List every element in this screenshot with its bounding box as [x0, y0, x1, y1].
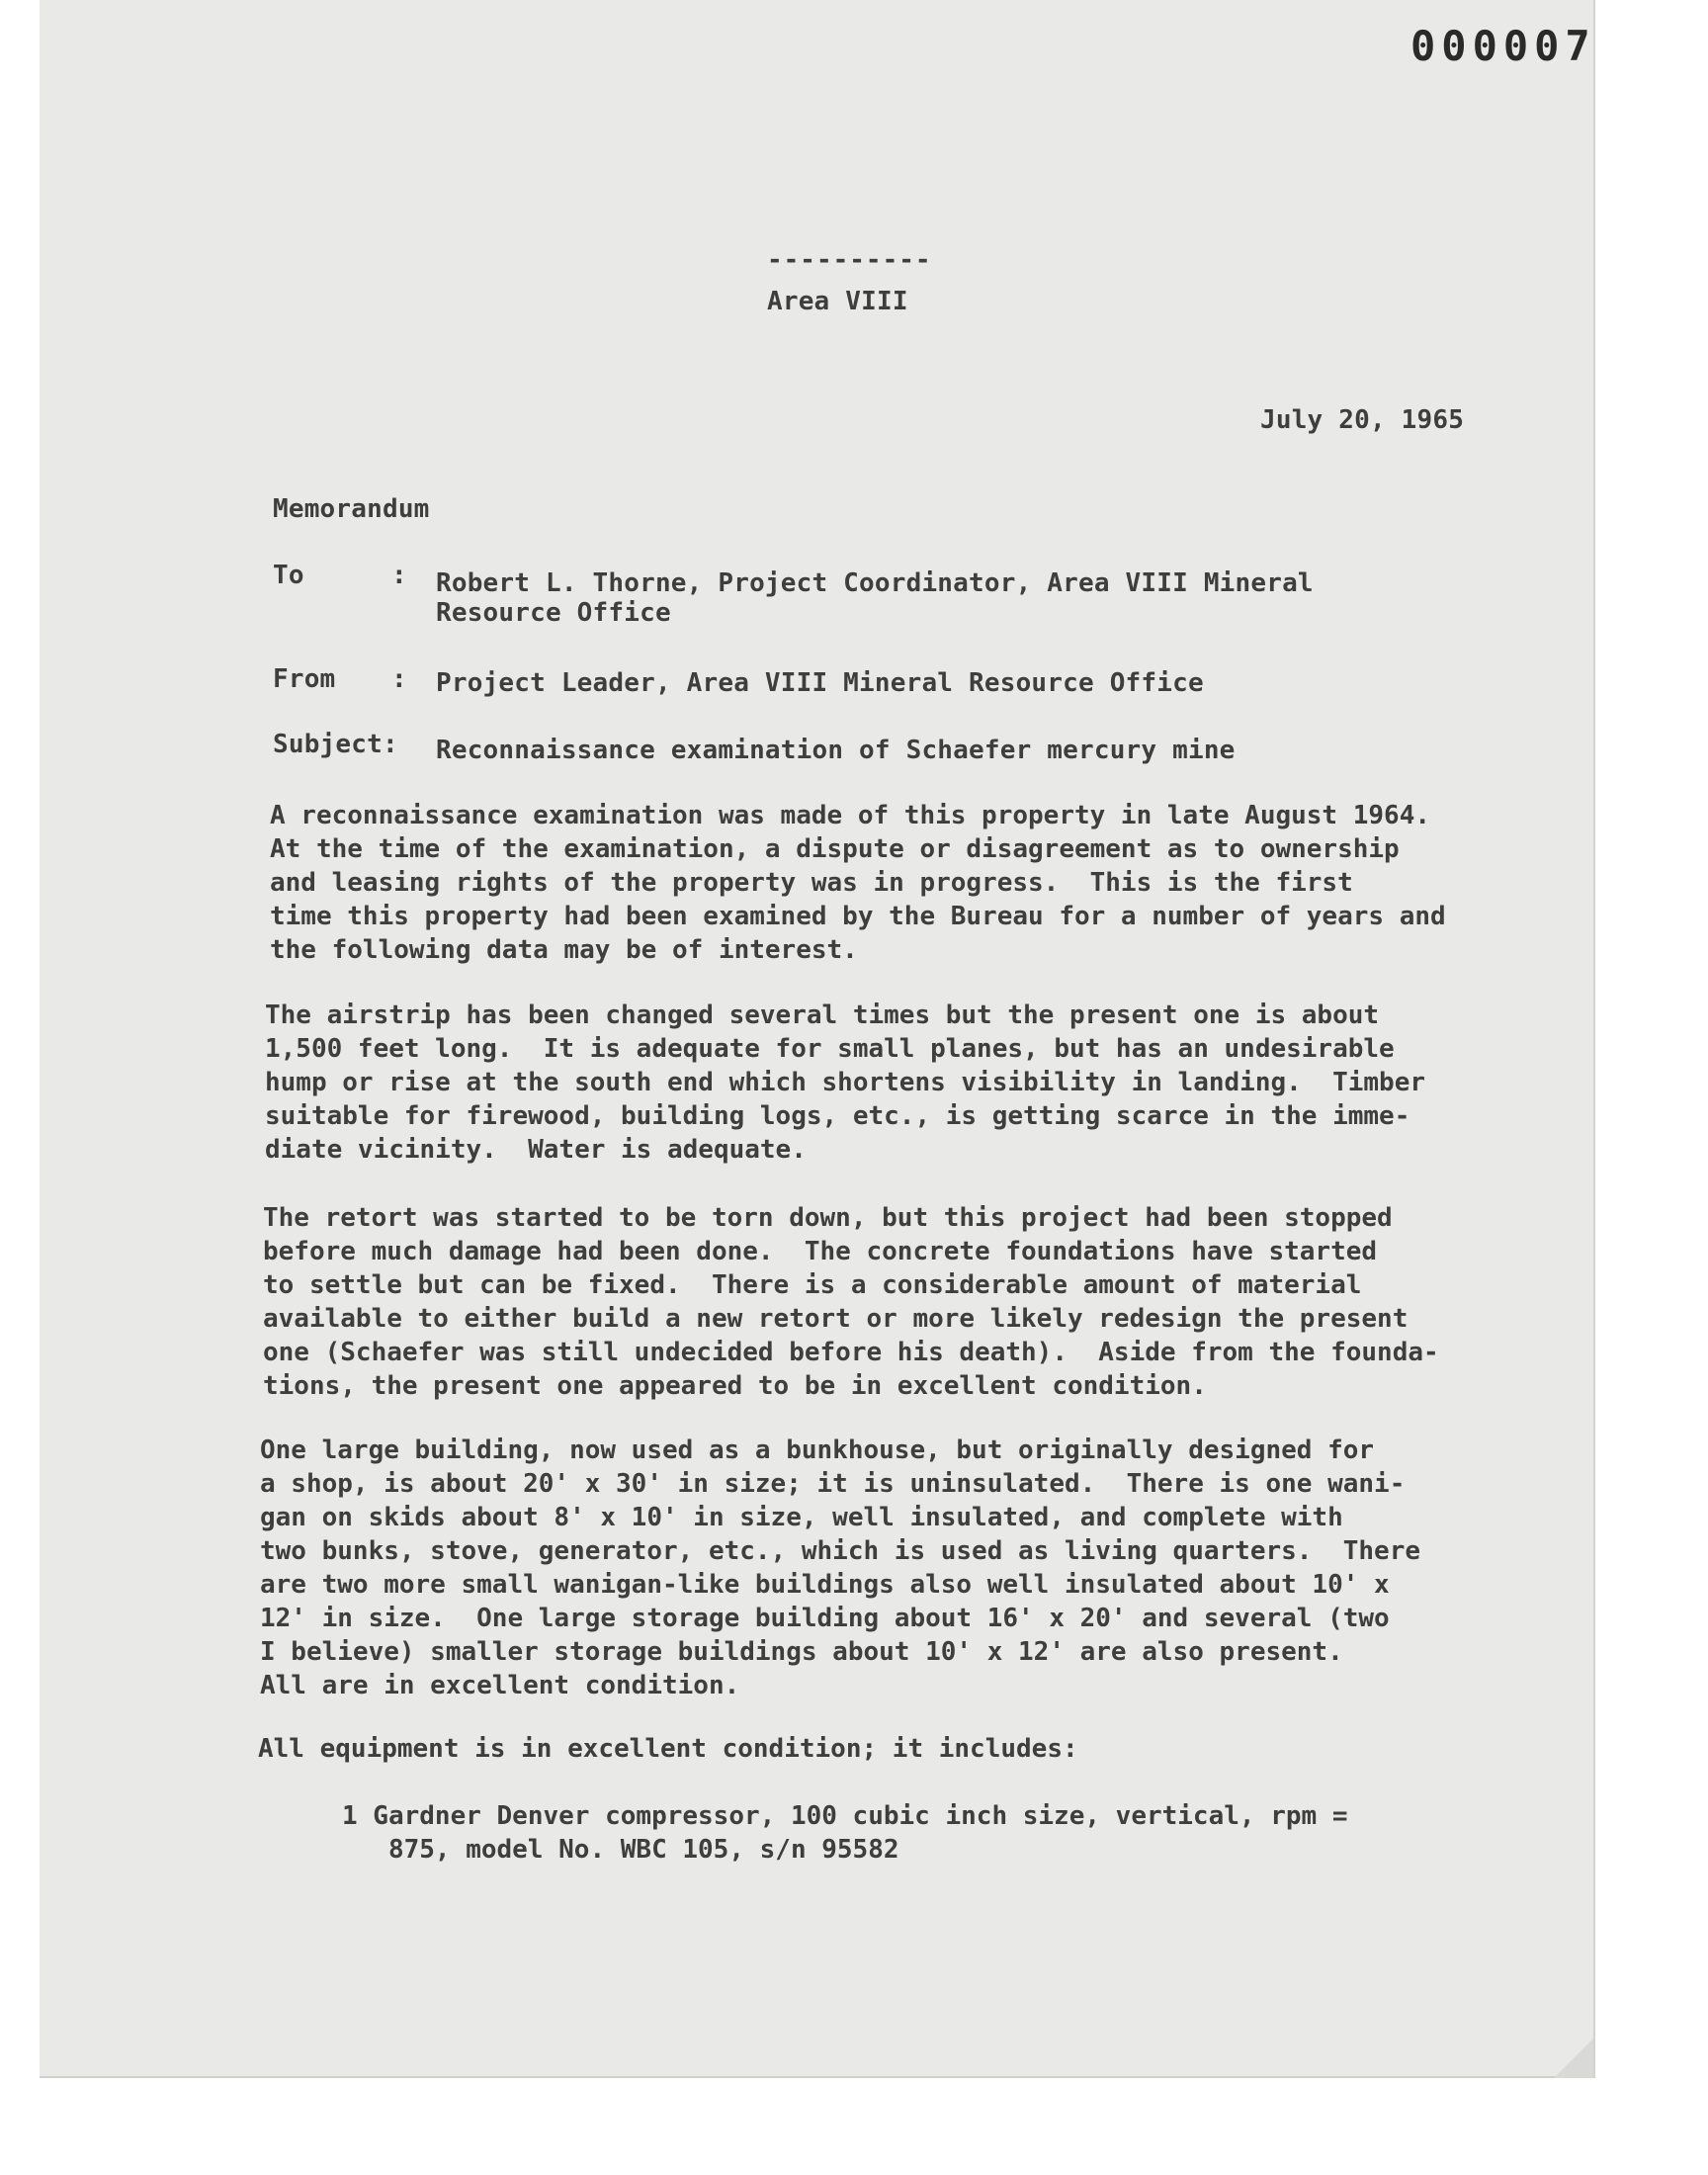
from-value: Project Leader, Area VIII Mineral Resource Office — [436, 668, 1204, 698]
document-number: 000007 — [1410, 22, 1596, 70]
page-corner-fold — [1554, 2039, 1593, 2078]
header-rule: ---------- — [767, 245, 932, 275]
equipment-item-compressor: 1 Gardner Denver compressor, 100 cubic inch size, vertical, rpm = 875, model No. WBC 105, s/n 95582 — [342, 1801, 1348, 1865]
paragraph-equipment-intro: All equipment is in excellent condition; it includes: — [258, 1734, 1078, 1764]
memo-date: July 20, 1965 — [1260, 405, 1465, 435]
paragraph-retort: The retort was started to be torn down, but this project had been stopped before much damage had been done. The concrete foundations have started to settle but can be fixed. There is a considerable amount of material available to either build a new retort or more likely redesign the present one (Schaefer was still undecided before his death). Aside from the founda- tions, the present one appeared to be in excellent condition. — [263, 1203, 1439, 1401]
paragraph-buildings: One large building, now used as a bunkhouse, but originally designed for a shop, is about 20' x 30' in size; it is uninsulated. There is one wani- gan on skids about 8' x 10' in size, well insulated, and complete with two bunks, stove, generator, etc., which is used as living quarters. There are two more small wanigan-like buildings also well insulated about 10' x 12' in size. One large storage building about 16' x 20' and several (two I believe) smaller storage buildings about 10' x 12' are also present. All are in excellent condition. — [260, 1436, 1420, 1700]
to-value-line2: Resource Office — [436, 598, 671, 628]
from-label: From — [273, 664, 336, 694]
from-colon: : — [391, 664, 407, 694]
paragraph-ownership: A reconnaissance examination was made of this property in late August 1964. At the time of the examination, a dispute or disagreement as to ownership and leasing rights of the property was in progress. This is the first time this property had been examined by the Bureau for a number of years and the following data may be of interest. — [270, 801, 1446, 965]
paragraph-airstrip: The airstrip has been changed several times but the present one is about 1,500 feet long. It is adequate for small planes, but has an undesirable hump or rise at the south end which shortens visibility in landing. Timber suitable for firewood, building logs, etc., is getting scarce in the imme- diate vicinity. Water is adequate. — [265, 1000, 1425, 1165]
to-value-line1: Robert L. Thorne, Project Coordinator, Area VIII Mineral — [436, 568, 1314, 598]
memo-label: Memorandum — [273, 494, 430, 524]
subject-label: Subject: — [273, 730, 398, 759]
header-area: Area VIII — [767, 287, 908, 316]
to-label: To — [273, 561, 304, 590]
subject-value: Reconnaissance examination of Schaefer mercury mine — [436, 736, 1236, 765]
to-colon: : — [391, 561, 407, 590]
